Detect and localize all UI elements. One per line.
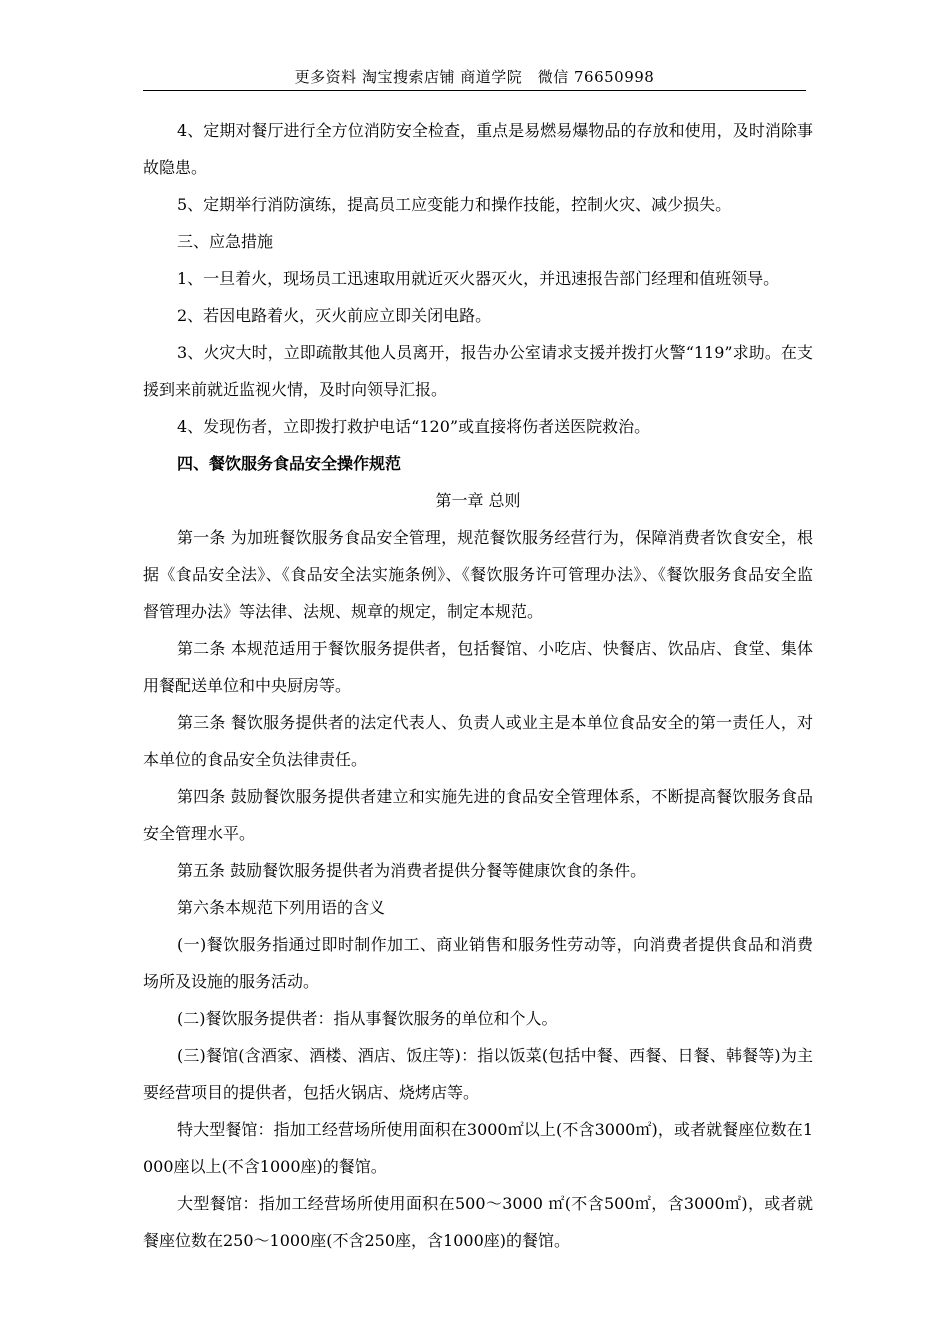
paragraph: 4、发现伤者，立即拨打救护电话“120”或直接将伤者送医院救治。 <box>177 417 651 436</box>
paragraph: 1、一旦着火，现场员工迅速取用就近灭火器灭火，并迅速报告部门经理和值班领导。 <box>177 269 780 288</box>
chapter-title: 第一章 总则 <box>435 491 521 510</box>
article-paragraph: 第三条 餐饮服务提供者的法定代表人、负责人或业主是本单位食品安全的第一责任人，对本单位的食品安全负法律责任。 <box>143 713 813 769</box>
definition-paragraph: (三)餐馆(含酒家、酒楼、酒店、饭庄等)：指以饭菜(包括中餐、西餐、日餐、韩餐等)为主要经营项目的提供者，包括火锅店、烧烤店等。 <box>143 1046 813 1102</box>
definition-paragraph: (二)餐饮服务提供者：指从事餐饮服务的单位和个人。 <box>177 1009 558 1028</box>
paragraph: 2、若因电路着火，灭火前应立即关闭电路。 <box>177 306 492 325</box>
article-paragraph: 第一条 为加班餐饮服务食品安全管理，规范餐饮服务经营行为，保障消费者饮食安全，根据《食品安全法》、《食品安全法实施条例》、《餐饮服务许可管理办法》、《餐饮服务食品安全监督管理办法》等法律、法规、规章的规定，制定本规范。 <box>143 528 813 621</box>
article-paragraph: 第四条 鼓励餐饮服务提供者建立和实施先进的食品安全管理体系，不断提高餐饮服务食品安全管理水平。 <box>143 787 813 843</box>
header-text: 更多资料 淘宝搜索店铺 商道学院 微信 76650998 <box>294 68 655 86</box>
definition-paragraph: 特大型餐馆：指加工经营场所使用面积在3000㎡以上(不含3000㎡)，或者就餐座位数在1000座以上(不含1000座)的餐馆。 <box>143 1120 813 1176</box>
section-heading: 三、应急措施 <box>177 232 274 251</box>
document-body <box>143 112 813 1259</box>
definition-paragraph: 大型餐馆：指加工经营场所使用面积在500～3000 ㎡(不含500㎡，含3000㎡)，或者就餐座位数在250～1000座(不含250座，含1000座)的餐馆。 <box>143 1194 813 1250</box>
page-header <box>143 66 806 91</box>
paragraph: 3、火灾大时，立即疏散其他人员离开，报告办公室请求支援并拨打火警“119”求助。在支援到来前就近监视火情，及时向领导汇报。 <box>143 343 813 399</box>
article-paragraph: 第五条 鼓励餐饮服务提供者为消费者提供分餐等健康饮食的条件。 <box>177 861 647 880</box>
article-paragraph: 第二条 本规范适用于餐饮服务提供者，包括餐馆、小吃店、快餐店、饮品店、食堂、集体用餐配送单位和中央厨房等。 <box>143 639 813 695</box>
paragraph: 5、定期举行消防演练，提高员工应变能力和操作技能，控制火灾、减少损失。 <box>177 195 732 214</box>
article-paragraph: 第六条本规范下列用语的含义 <box>177 898 386 917</box>
definition-paragraph: (一)餐饮服务指通过即时制作加工、商业销售和服务性劳动等，向消费者提供食品和消费场所及设施的服务活动。 <box>143 935 813 991</box>
section-heading-bold: 四、餐饮服务食品安全操作规范 <box>177 454 402 473</box>
paragraph: 4、定期对餐厅进行全方位消防安全检查，重点是易燃易爆物品的存放和使用，及时消除事故隐患。 <box>143 121 813 177</box>
